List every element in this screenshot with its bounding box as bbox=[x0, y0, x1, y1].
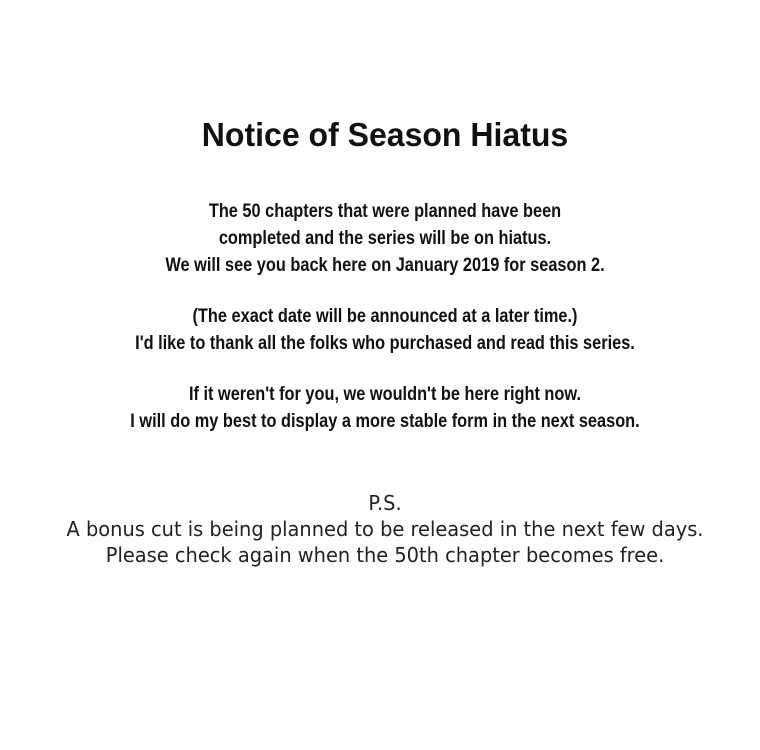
text-line: We will see you back here on January 2019 for season 2. bbox=[165, 255, 605, 276]
postscript-label: P.S. bbox=[368, 491, 402, 515]
text-line: completed and the series will be on hiatus. bbox=[218, 228, 552, 249]
text-line: I'd like to thank all the folks who purchased and read this series. bbox=[135, 333, 635, 354]
postscript bbox=[0, 490, 760, 568]
text-line: The 50 chapters that were planned have been bbox=[208, 201, 562, 222]
text-line: I will do my best to display a more stable form in the next season. bbox=[130, 411, 640, 432]
date-and-thanks-paragraph bbox=[0, 303, 760, 357]
text-line: If it weren't for you, we wouldn't be here right now. bbox=[188, 384, 582, 405]
notice-title: Notice of Season Hiatus bbox=[201, 116, 569, 153]
text-line: Please check again when the 50th chapter becomes free. bbox=[105, 543, 665, 567]
text-line: A bonus cut is being planned to be released in the next few days. bbox=[66, 517, 704, 541]
text-line: (The exact date will be announced at a later time.) bbox=[192, 306, 578, 327]
closing-paragraph bbox=[0, 381, 760, 435]
hiatus-announcement-paragraph bbox=[0, 198, 760, 279]
